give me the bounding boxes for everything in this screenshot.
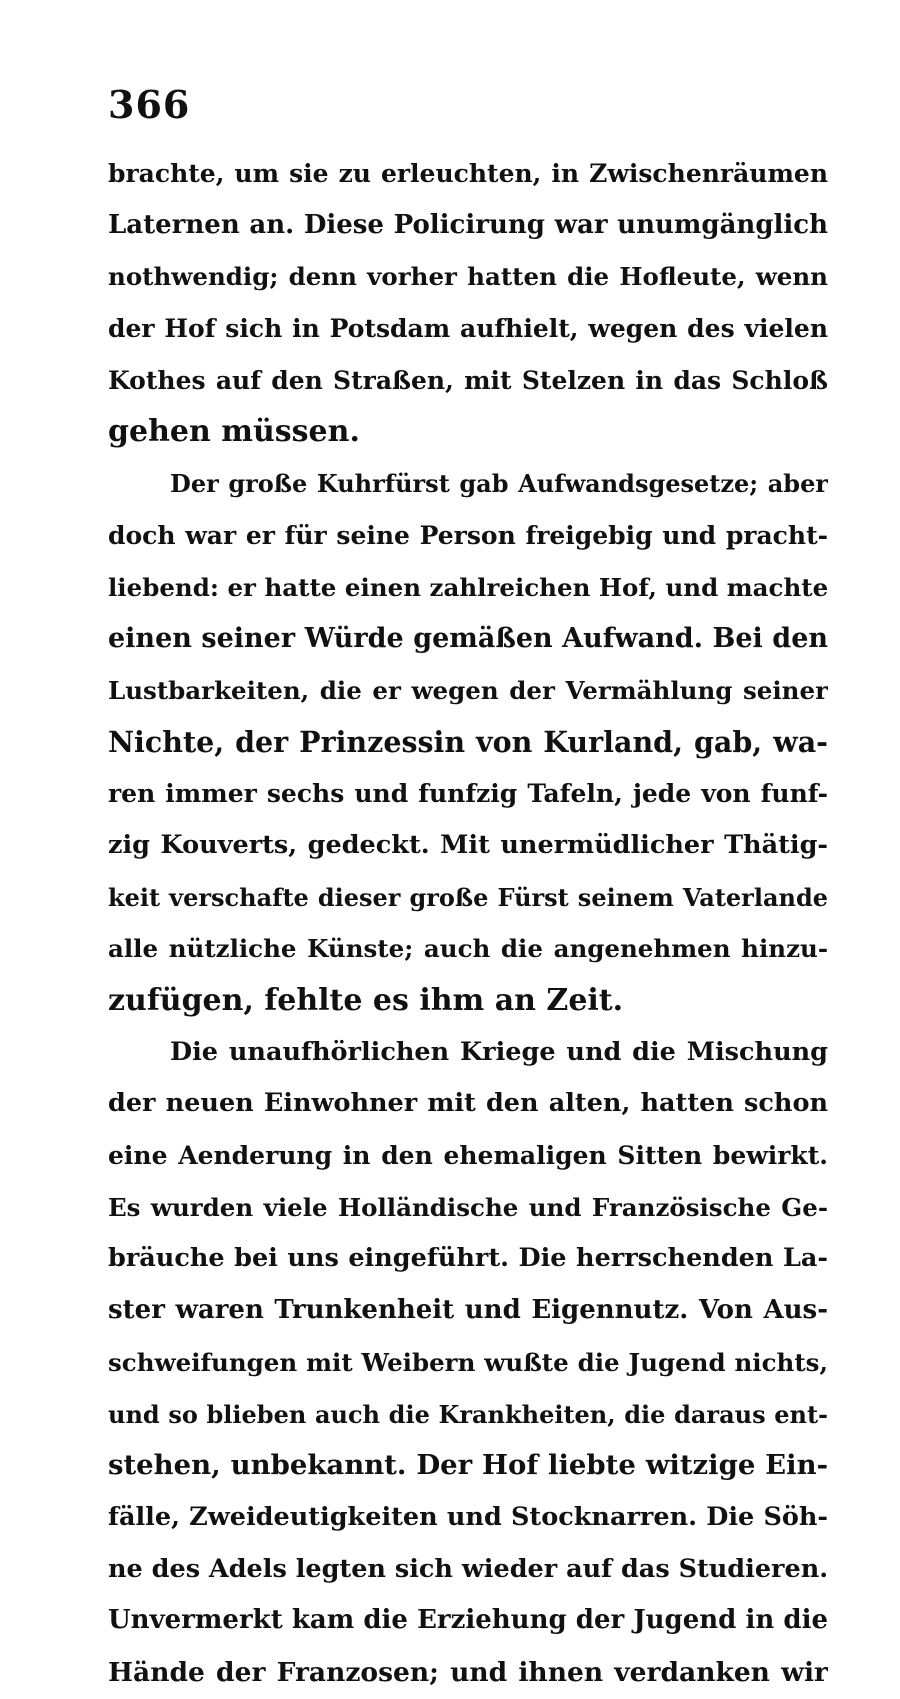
text-line: Hände der Franzosen; und ihnen verdanken wir — [108, 1656, 828, 1688]
text-line: keit verschafte dieser große Fürst seinem Vaterlande — [108, 882, 828, 912]
text-line: nothwendig; denn vorher hatten die Hofleute, wenn — [108, 262, 828, 292]
text-line: ren immer sechs und funfzig Tafeln, jede von funf- — [108, 779, 828, 809]
text-line: Es wurden viele Holländische und Französische Ge- — [108, 1192, 828, 1222]
text-line: zufügen, fehlte es ihm an Zeit. — [108, 983, 624, 1018]
text-line: brachte, um sie zu erleuchten, in Zwischenräumen — [108, 159, 828, 188]
text-line: stehen, unbekannt. Der Hof liebte witzige Ein- — [108, 1449, 828, 1482]
text-line: alle nützliche Künste; auch die angenehmen hinzu- — [108, 934, 828, 964]
text-line: und so blieben auch die Krankheiten, die daraus ent- — [108, 1399, 828, 1429]
text-line: bräuche bei uns eingeführt. Die herrschenden La- — [108, 1243, 828, 1274]
text-line: liebend: er hatte einen zahlreichen Hof, und machte — [108, 572, 828, 602]
text-line: schweifungen mit Weibern wußte die Jugend nichts, — [108, 1347, 828, 1377]
page-number: 366 — [108, 82, 191, 127]
text-line: der Hof sich in Potsdam aufhielt, wegen des vielen — [108, 314, 828, 344]
text-line: Unvermerkt kam die Erziehung der Jugend in die — [108, 1605, 828, 1636]
text-line: einen seiner Würde gemäßen Aufwand. Bei den — [108, 623, 828, 655]
text-line: Laternen an. Diese Policirung war unumgänglich — [108, 209, 828, 240]
text-line: zig Kouverts, gedeckt. Mit unermüdlicher Thätig- — [108, 829, 828, 860]
text-line: Lustbarkeiten, die er wegen der Vermählung seiner — [108, 675, 828, 705]
text-line: doch war er für seine Person freigebig und pracht- — [108, 520, 828, 550]
text-line: eine Aenderung in den ehemaligen Sitten bewirkt. — [108, 1141, 828, 1171]
text-line: Die unaufhörlichen Kriege und die Mischung — [170, 1036, 828, 1067]
text-line: Kothes auf den Straßen, mit Stelzen in das Schloß — [108, 365, 828, 395]
body-text — [108, 148, 828, 1699]
text-line: der neuen Einwohner mit den alten, hatten schon — [108, 1088, 828, 1119]
text-line: ne des Adels legten sich wieder auf das Studieren. — [108, 1553, 828, 1584]
text-line: Der große Kuhrfürst gab Aufwandsgesetze; aber — [170, 469, 828, 499]
text-line: ster waren Trunkenheit und Eigennutz. Von Aus- — [108, 1295, 828, 1326]
text-line: Nichte, der Prinzessin von Kurland, gab, wa- — [108, 724, 828, 759]
text-line: fälle, Zweideutigkeiten und Stocknarren. Die Söh- — [108, 1501, 828, 1532]
text-line: gehen müssen. — [108, 414, 360, 450]
